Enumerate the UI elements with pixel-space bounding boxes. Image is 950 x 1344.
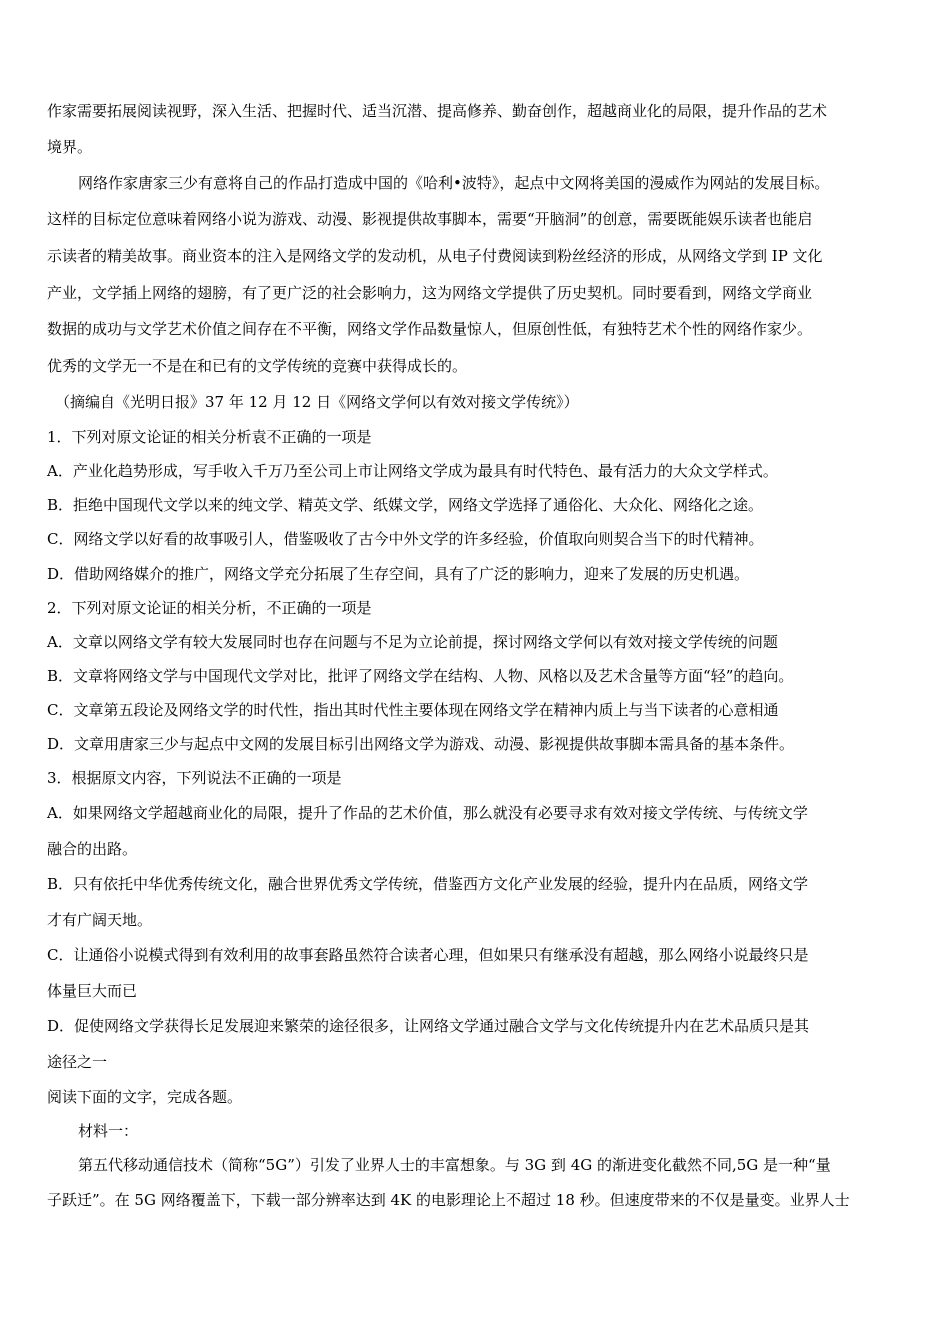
paragraph-line: 网络作家唐家三少有意将自己的作品打造成中国的《哈利•波特》，起点中文网将美国的漫威作为网站的发展目标。: [78, 174, 830, 192]
question-option-continuation: 融合的出路。: [47, 840, 138, 858]
material-label: 材料一：: [78, 1122, 139, 1140]
paragraph-line: 产业，文学插上网络的翅膀，有了更广泛的社会影响力，这为网络文学提供了历史契机。同时要看到，网络文学商业: [47, 284, 813, 302]
question-stem: 3．根据原文内容，下列说法不正确的一项是: [47, 769, 342, 787]
paragraph-line: 这样的目标定位意味着网络小说为游戏、动漫、影视提供故事脚本，需要“开脑洞”的创意，需要既能娱乐读者也能启: [47, 210, 813, 228]
paragraph-line: 数据的成功与文学艺术价值之间存在不平衡，网络文学作品数量惊人，但原创性低，有独特艺术个性的网络作家少。: [47, 320, 813, 338]
paragraph-line: 示读者的精美故事。商业资本的注入是网络文学的发动机，从电子付费阅读到粉丝经济的形成，从网络文学到 IP 文化: [47, 247, 823, 265]
question-option: A．文章以网络文学有较大发展同时也存在问题与不足为立论前提，探讨网络文学何以有效对接文学传统的问题: [47, 633, 778, 651]
question-option: A．如果网络文学超越商业化的局限，提升了作品的艺术价值，那么就没有必要寻求有效对接文学传统、与传统文学: [47, 804, 808, 822]
question-option: D．借助网络媒介的推广，网络文学充分拓展了生存空间，具有了广泛的影响力，迎来了发展的历史机遇。: [47, 565, 750, 583]
reading-instruction: 阅读下面的文字，完成各题。: [47, 1088, 243, 1106]
question-option: C．文章第五段论及网络文学的时代性，指出其时代性主要体现在网络文学在精神内质上与当下读者的心意相通: [47, 701, 779, 719]
question-option: D．促使网络文学获得长足发展迎来繁荣的途径很多，让网络文学通过融合文学与文化传统提升内在艺术品质只是其: [47, 1017, 810, 1035]
question-option: B．只有依托中华优秀传统文化，融合世界优秀文学传统，借鉴西方文化产业发展的经验，提升内在品质，网络文学: [47, 875, 809, 893]
question-option: C．让通俗小说模式得到有效利用的故事套路虽然符合读者心理，但如果只有继承没有超越，那么网络小说最终只是: [47, 946, 809, 964]
question-option: C．网络文学以好看的故事吸引人，借鉴吸收了古今中外文学的许多经验，价值取向则契合当下的时代精神。: [47, 530, 764, 548]
paragraph-line: 作家需要拓展阅读视野，深入生活、把握时代、适当沉潜、提高修养、勤奋创作，超越商业化的局限，提升作品的艺术: [47, 102, 828, 120]
paragraph-line: 子跃迁”。在 5G 网络覆盖下，下载一部分辨率达到 4K 的电影理论上不超过 18 秒。但速度带来的不仅是量变。业界人士: [47, 1191, 850, 1209]
question-option: B．拒绝中国现代文学以来的纯文学、精英文学、纸媒文学，网络文学选择了通俗化、大众化、网络化之途。: [47, 496, 764, 514]
question-option-continuation: 途径之一: [47, 1053, 108, 1071]
paragraph-line: 境界。: [47, 138, 93, 156]
question-option-continuation: 体量巨大而已: [47, 982, 138, 1000]
question-stem: 1．下列对原文论证的相关分析袁不正确的一项是: [47, 428, 372, 446]
question-option-continuation: 才有广阔天地。: [47, 911, 153, 929]
paragraph-line: 第五代移动通信技术（简称“5G”）引发了业界人士的丰富想象。与 3G 到 4G 的渐进变化截然不同,5G 是一种“量: [78, 1156, 831, 1174]
question-option: B．文章将网络文学与中国现代文学对比，批评了网络文学在结构、人物、风格以及艺术含量等方面“轻”的趋向。: [47, 667, 794, 685]
paragraph-line: 优秀的文学无一不是在和已有的文学传统的竞赛中获得成长的。: [47, 357, 468, 375]
question-stem: 2．下列对原文论证的相关分析，不正确的一项是: [47, 599, 372, 617]
question-option: A．产业化趋势形成，写手收入千万乃至公司上市让网络文学成为最具有时代特色、最有活力的大众文学样式。: [47, 462, 778, 480]
question-option: D．文章用唐家三少与起点中文网的发展目标引出网络文学为游戏、动漫、影视提供故事脚本需具备的基本条件。: [47, 735, 795, 753]
source-citation: （摘编自《光明日报》37 年 12 月 12 日《网络文学何以有效对接文学传统》）: [55, 393, 579, 411]
